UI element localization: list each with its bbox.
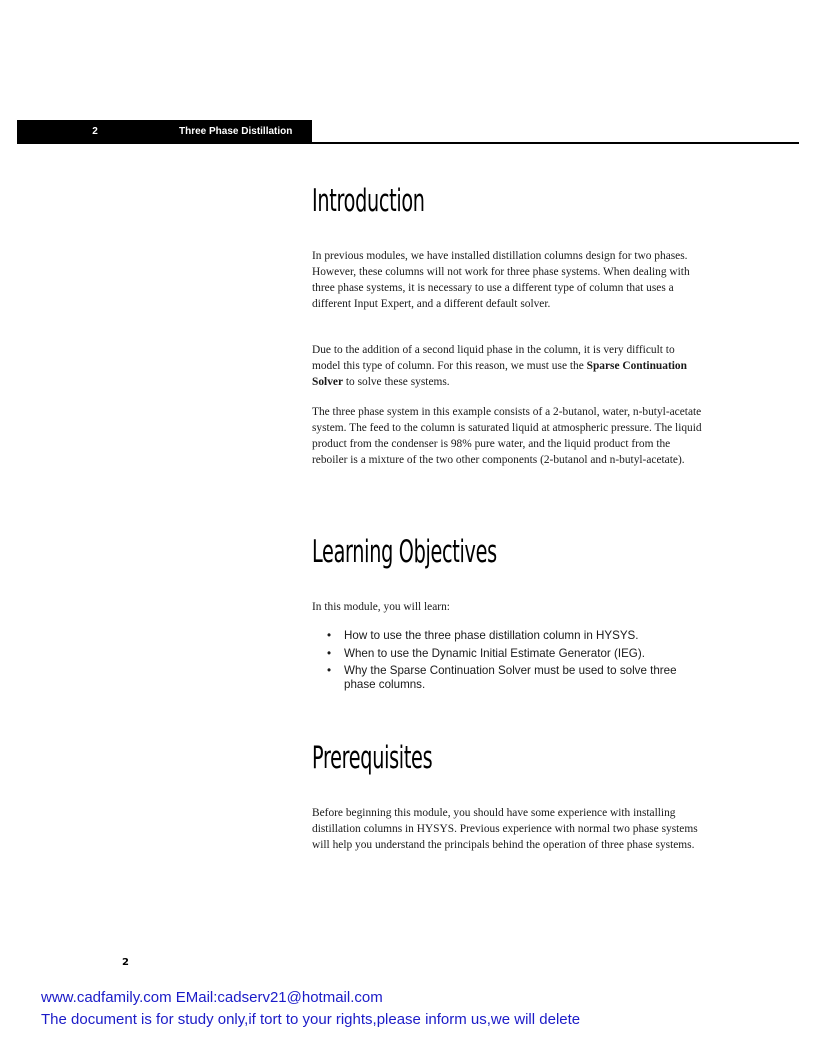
bullet-icon: • xyxy=(327,664,332,677)
list-item-text: How to use the three phase distillation column in HYSYS. xyxy=(344,629,639,642)
introduction-heading: Introduction xyxy=(312,183,425,219)
prerequisites-heading: Prerequisites xyxy=(312,740,433,776)
introduction-paragraph-2 xyxy=(312,342,702,390)
running-header-bar xyxy=(17,120,312,144)
introduction-paragraph-3: The three phase system in this example consists of a 2-butanol, water, n-butyl-acetate system. The feed to the column is saturated liquid at atmospheric pressure. The liquid product from the condenser is 98% pure water, and the liquid product from the reboiler is a mixture of the two other components (2-butanol and n-butyl-acetate). xyxy=(312,406,702,466)
objectives-intro: In this module, you will learn: xyxy=(312,601,450,613)
introduction-paragraph-2-start: Due to the addition of a second liquid phase in the column, it is very difficult to model this type of column. For this reason, we must use the xyxy=(312,344,675,372)
bullet-icon: • xyxy=(327,646,332,660)
header-chapter-title: Three Phase Distillation xyxy=(179,126,293,137)
page-number: 2 xyxy=(122,957,129,968)
list-item xyxy=(312,664,702,692)
sparse-solver-term: Sparse Continuation Solver xyxy=(312,360,687,388)
list-item xyxy=(312,629,702,643)
introduction-paragraph-1: In previous modules, we have installed distillation columns design for two phases. However, these columns will not work for three phase systems. When dealing with three phase systems, it is necessary to use a different type of column that uses a different Input Expert, and a different default solver. xyxy=(312,250,690,310)
footer-contact-line: www.cadfamily.com EMail:cadserv21@hotmail.com xyxy=(41,989,383,1006)
bullet-icon: • xyxy=(327,629,332,642)
list-item-text: When to use the Dynamic Initial Estimate Generator (IEG). xyxy=(344,646,645,660)
objectives-list xyxy=(312,629,702,696)
prerequisites-paragraph: Before beginning this module, you should have some experience with installing distillation columns in HYSYS. Previous experience with normal two phase systems will help you understand the principals behind the operation of three phase systems. xyxy=(312,807,698,851)
header-page-number: 2 xyxy=(92,126,98,137)
header-rule xyxy=(312,142,799,144)
footer-notice-line: The document is for study only,if tort to your rights,please inform us,we will delete xyxy=(41,1011,581,1028)
learning-objectives-heading: Learning Objectives xyxy=(312,534,497,570)
list-item xyxy=(312,647,702,661)
introduction-paragraph-2-end: to solve these systems. xyxy=(343,376,450,388)
list-item-text: Why the Sparse Continuation Solver must be used to solve three phase columns. xyxy=(344,664,677,691)
